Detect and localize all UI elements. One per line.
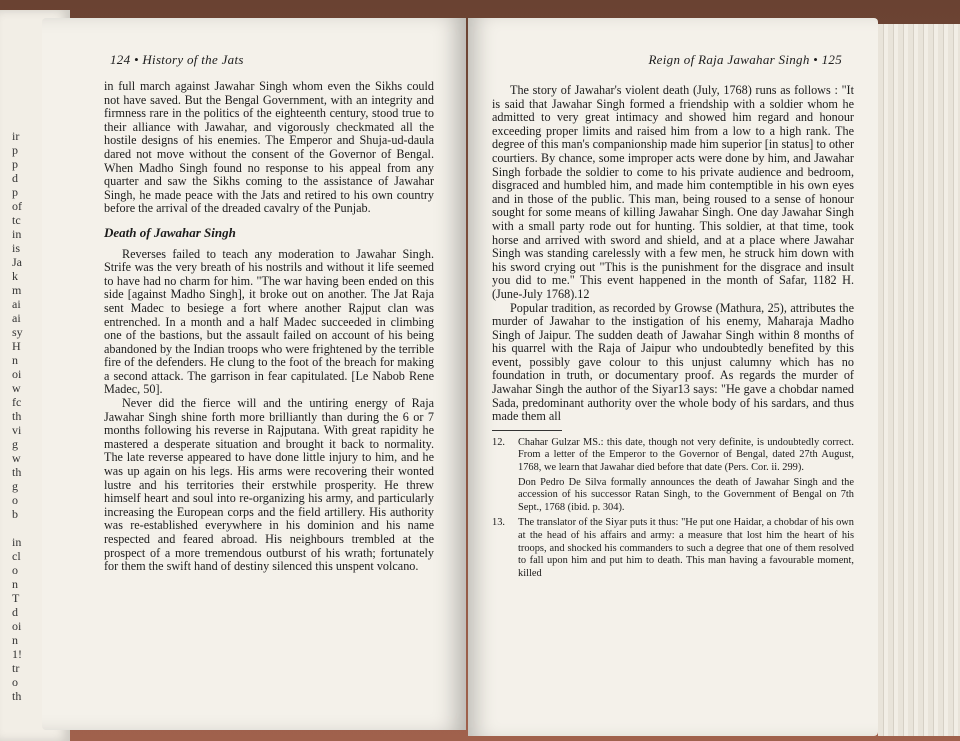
- footnote-text: Chahar Gulzar MS.: this date, though not very definite, is undoubtedly correct. From a letter of the Emperor to the Governor of Bengal, dated 27th August, 1768, we learn that Jawahar died before that date (Pers. Cor. ii. 299).: [518, 436, 854, 474]
- right-running-head: Reign of Raja Jawahar Singh • 125: [648, 52, 842, 67]
- margin-fragment: tc: [12, 213, 21, 227]
- margin-fragment: H: [12, 339, 21, 353]
- margin-fragment: w: [12, 451, 21, 465]
- margin-fragment: g: [12, 437, 18, 451]
- margin-fragment: in: [12, 535, 22, 549]
- margin-fragment: n: [12, 353, 18, 367]
- paragraph: in full march against Jawahar Singh whom even the Sikhs could not have saved. But the Bengal Government, with an integrity and firmness rare in the politics of the eighteenth century, stood true to their alliance with Jawahar, and vigorously checkmated all the hostile designs of his enemies. The Emperor and Shuja-ud-daula dared not move without the consent of the Governor of Bengal. When Madho Singh found no response to his appeal from any quarter and saw the Sikhs coming to the assistance of Jawahar Singh, he made peace with the Jats and retired to his own country before the arrival of the dreaded cavalry of the Punjab.: [104, 79, 434, 216]
- right-page: [468, 18, 878, 736]
- margin-fragment: th: [12, 465, 22, 479]
- paragraph: Never did the fierce will and the untiring energy of Raja Jawahar Singh shine forth more brilliantly than during the 6 or 7 months following his reverse in Rajputana. With great rapidity he mastered a desperate situation and brought it back to normality. The late reverse appeared to have done little injury to him, and he was up again on his legs. His arms were recovering their wonted lustre and his territories their erstwhile prosperity. He threw himself heart and soul into re-organizing his army, and particularly increasing the European corps and the field artillery. His authority was re-established everywhere in his dominion and his name respected and feared abroad. His neighbours trembled at the prospect of a more tremendous outburst of his wrath; fortunately for them the swift hand of destiny silenced this unspent volcano.: [104, 396, 434, 574]
- margin-fragment: o: [12, 563, 18, 577]
- footnote-number: 12.: [492, 436, 505, 448]
- margin-fragment: k: [12, 269, 18, 283]
- paragraph: The story of Jawahar's violent death (July, 1768) runs as follows : "It is said that Jawahar Singh formed a friendship with a soldier whom he admitted to very great intimacy and showed him regard and honour exceeding proper limits and raised him from a low to a high rank. The degree of this man's companionship made him superior [in status] to other courtiers. By chance, some improper acts were done by him, and Jawahar Singh forbade the soldier to come to his private audience and bedroom, disgraced and humbled him, and made him contemptible in his own eyes and in those of the public. This man, being roused to a sense of honour sought for some means of killing Jawahar Singh. One day Jawahar Singh with a small party rode out for hunting. This soldier, at that time, took horse and arrived with sword and shield, and at a place where Jawahar Singh was standing carelessly with a few men, he struck him down with his sword crying out "This is the punishment for the disgrace and insult you did to me." This event happened in the month of Safar, 1182 H. (June-July 1768).12: [492, 83, 854, 301]
- margin-fragment: p: [12, 157, 18, 171]
- margin-fragment: in: [12, 227, 22, 241]
- margin-fragment: th: [12, 409, 22, 423]
- margin-fragment: oi: [12, 619, 22, 633]
- left-page: [42, 18, 466, 730]
- margin-fragment: of: [12, 199, 22, 213]
- left-body-text: [104, 80, 434, 574]
- margin-fragment: w: [12, 381, 21, 395]
- footnote-number: 13.: [492, 517, 505, 529]
- footnote: [492, 437, 854, 515]
- margin-fragment: ir: [12, 129, 20, 143]
- footnote-text: The translator of the Siyar puts it thus: "He put one Haidar, a chobdar of his own at the head of his affairs and army: a measure that lost him the heart of his troops, and shocked his commanders to such a degree that one of them resolved to fall upon him and put him to death. This man having a favourable moment, killed: [518, 517, 854, 579]
- paragraph: Popular tradition, as recorded by Growse (Mathura, 25), attributes the murder of Jawahar to the instigation of his enemy, Maharaja Madho Singh of Jaipur. The sudden death of Jawahar Singh within 8 months of his quarrel with the Raja of Jaipur who undoubtedly benefited by this event, possibly gave colour to this unjust calumny which has no foundation in truth, or documentary proof. As regards the murder of Jawahar Singh the author of the Siyar13 says: "He gave a chobdar named Sada, predominant authority over the whole body of his sardars, and thus made them all: [492, 300, 854, 424]
- margin-fragment: sy: [12, 325, 23, 339]
- right-body-text: [492, 84, 854, 583]
- section-heading: Death of Jawahar Singh: [104, 224, 236, 240]
- margin-fragment: ai: [12, 311, 21, 325]
- footnote-rule: [492, 430, 562, 431]
- margin-fragment: o: [12, 493, 18, 507]
- margin-fragment: o: [12, 675, 18, 689]
- margin-fragment: fc: [12, 395, 22, 409]
- margin-fragment: m: [12, 283, 22, 297]
- page-stack-edges: [878, 24, 960, 736]
- margin-fragment: is: [12, 241, 21, 255]
- left-running-head: 124 • History of the Jats: [110, 52, 244, 67]
- margin-fragment: oi: [12, 367, 22, 381]
- margin-fragment: d: [12, 605, 18, 619]
- margin-fragment: T: [12, 591, 20, 605]
- paragraph: Reverses failed to teach any moderation to Jawahar Singh. Strife was the very breath of his nostrils and without it life seemed to have had no charm for him. "The war having been ended on this side [against Madho Singh], it broke out on another. The Jat Raja sent Madec to besiege a fort where another Rajput clan was entrenched. In a month and a half Madec succeeded in climbing one of the bastions, but the assault failed on account of his being abandoned by the Indian troops who were frightened by the terrible fire of the defenders. He clung to the foot of the breach for making a second attack. The garrison in fear capitulated. [Le Nabob Rene Madec, 50].: [104, 246, 434, 397]
- margin-fragment: th: [12, 689, 22, 703]
- margin-fragment: vi: [12, 423, 22, 437]
- margin-fragment: g: [12, 479, 18, 493]
- margin-fragment: n: [12, 633, 18, 647]
- footnote: [492, 517, 854, 580]
- margin-fragment: b: [12, 507, 18, 521]
- footnote-text: Don Pedro De Silva formally announces the death of Jawahar Singh and the accession of his successor Ratan Singh, to the Government of Bengal on 7th Sept., 1768 (ibid. p. 304).: [518, 476, 854, 513]
- margin-fragment: d: [12, 171, 18, 185]
- margin-fragment: cl: [12, 549, 21, 563]
- margin-fragment: ai: [12, 297, 21, 311]
- margin-fragment: p: [12, 143, 18, 157]
- margin-fragment: 1!: [12, 647, 22, 661]
- margin-fragment: tr: [12, 661, 20, 675]
- margin-fragment: n: [12, 577, 18, 591]
- margin-fragment: p: [12, 185, 18, 199]
- margin-fragment: Ja: [12, 255, 22, 269]
